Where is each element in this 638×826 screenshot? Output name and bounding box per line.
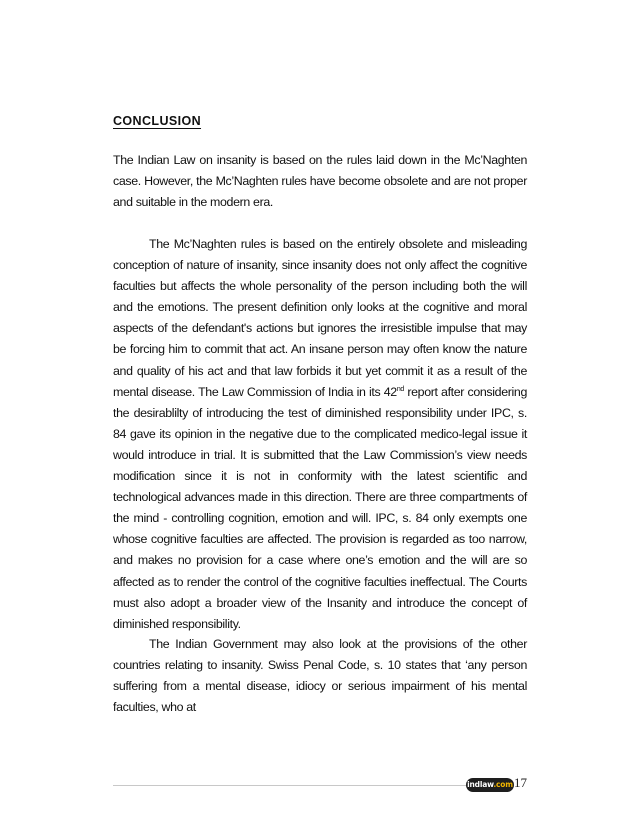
- indlaw-logo: [466, 778, 514, 792]
- paragraph-2: [113, 234, 527, 635]
- footer-divider: [113, 785, 468, 786]
- paragraph-3: [113, 634, 527, 718]
- paragraph-3-text: The Indian Government may also look at the provisions of the other countries relating to insanity. Swiss Penal Code, s. 10 states that ‘any person suffering from a mental disease, idiocy or serious impairment of his mental faculties, who at: [113, 637, 527, 715]
- section-heading: CONCLUSION: [113, 114, 202, 128]
- paragraph-2-text-start: The Mc’Naghten rules is based on the entirely obsolete and misleading conception of nature of insanity, since insanity does not only affect the cognitive faculties but affects the whole personality of the person including both the will and the emotions. The present definition only looks at the cognitive and moral aspects of the defendant's actions but ignores the irresistible impulse that may be forcing him to commit that act. An insane person may often know the nature and quality of his act and that law forbids it but yet commit it as a result of the mental disease. The Law Commission of India in its 42: [113, 237, 527, 399]
- logo-text: indlaw: [467, 780, 494, 789]
- logo-domain: .com: [493, 780, 513, 789]
- paragraph-1-text: The Indian Law on insanity is based on the rules laid down in the Mc’Naghten case. However, the Mc’Naghten rules have become obsolete and are not proper and suitable in the modern era.: [113, 153, 527, 210]
- ordinal-superscript: nd: [396, 385, 404, 393]
- paragraph-1: [113, 150, 527, 213]
- paragraph-2-text-end: report after considering the desirablilty of introducing the test of diminished responsibility under IPC, s. 84 gave its opinion in the negative due to the complicated medico-legal issue it would introduce in trial. It is submitted that the Law Commission’s view needs modification since it is not in conformity with the latest scientific and technological advances made in this direction. There are three compartments of the mind - controlling cognition, emotion and will. IPC, s. 84 only exempts one whose cognitive faculties are affected. The provision is regarded as too narrow, and makes no provision for a case where one’s emotion and the will are so affected as to render the control of the cognitive faculties ineffectual. The Courts must also adopt a broader view of the Insanity and introduce the concept of diminished responsibility.: [113, 384, 528, 631]
- page-number: 17: [514, 775, 527, 790]
